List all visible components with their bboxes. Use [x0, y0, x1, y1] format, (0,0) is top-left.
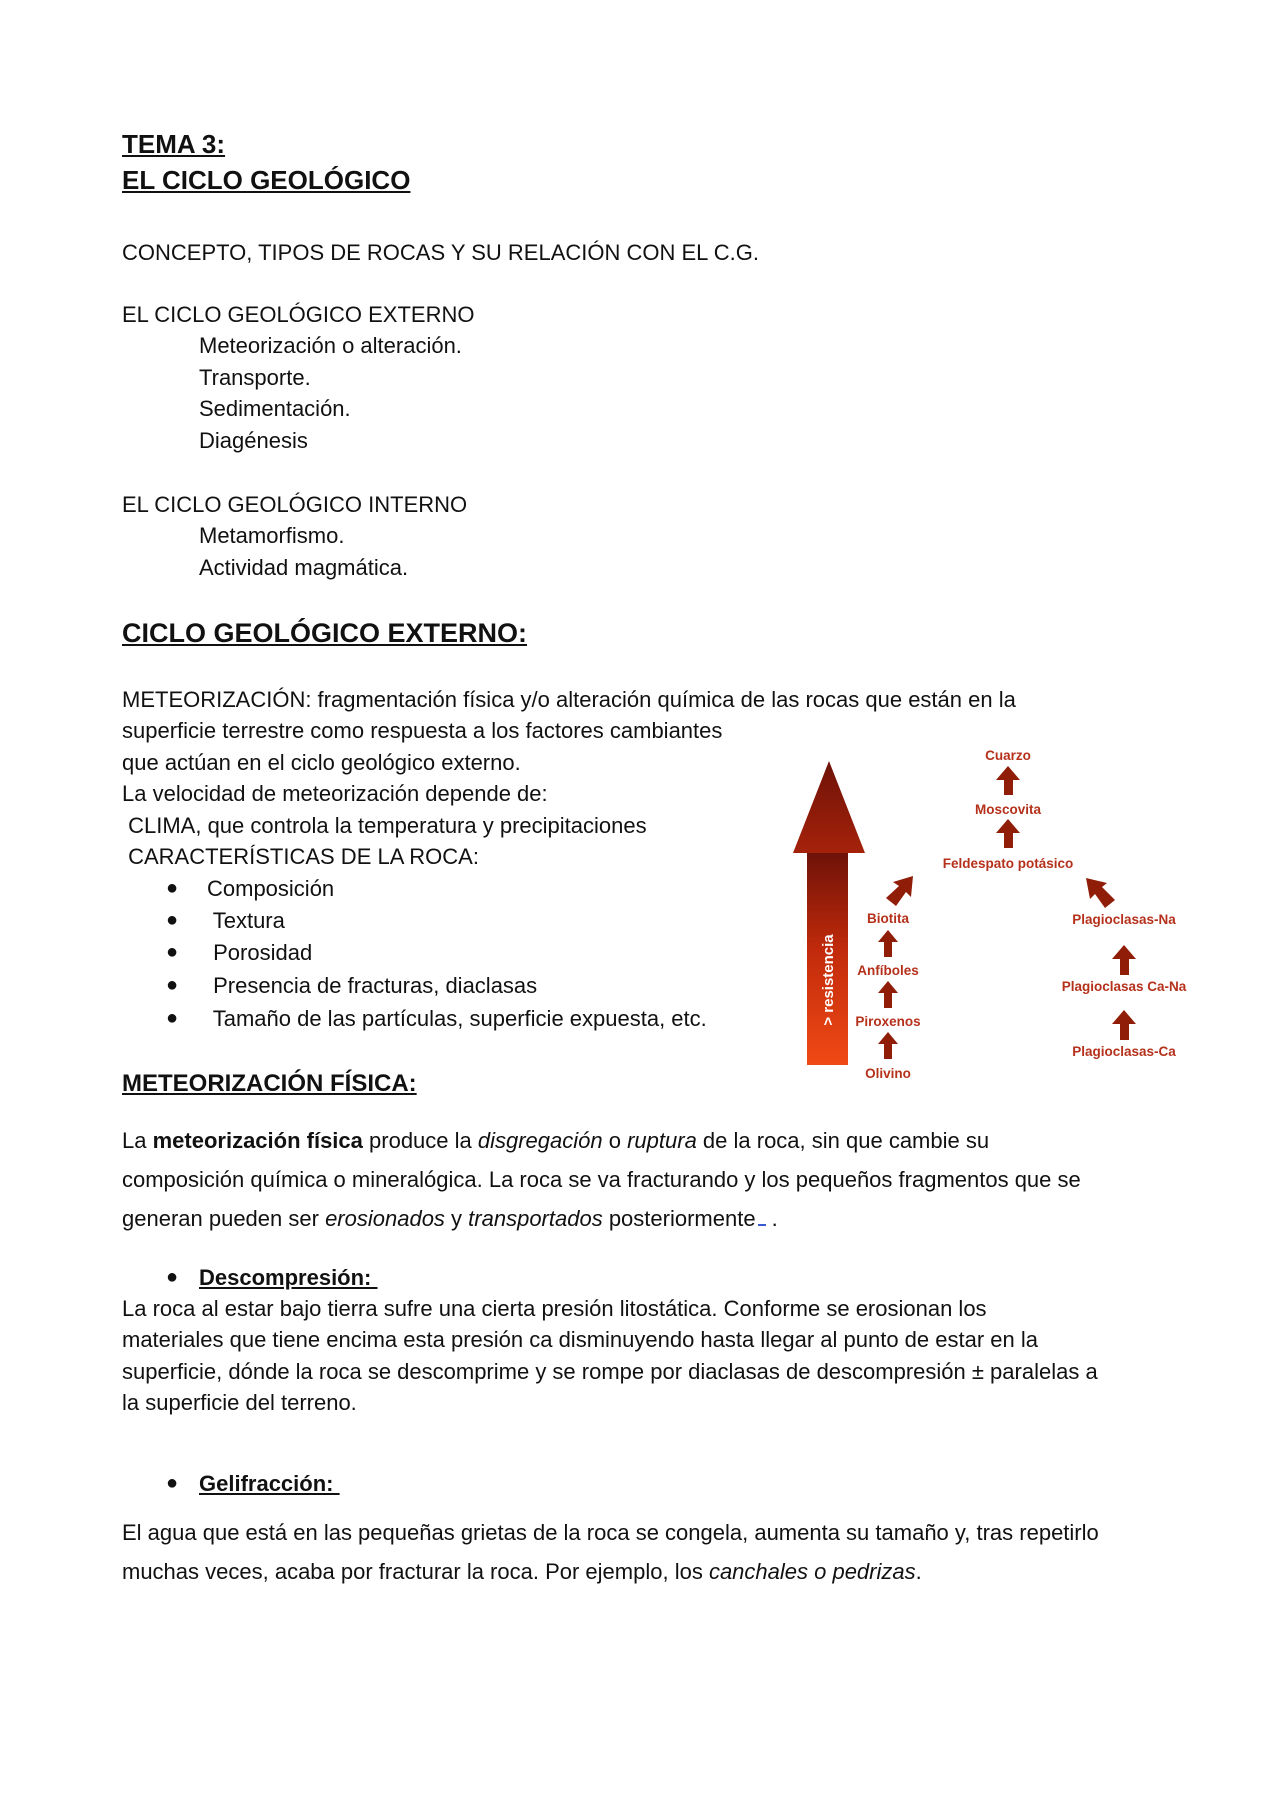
body-line: METEORIZACIÓN: fragmentación física y/o alteración química de las rocas que están en la	[122, 687, 1016, 712]
text-run: .	[915, 1559, 922, 1584]
arrow-up-icon	[996, 819, 1020, 848]
mineral-label: Cuarzo	[985, 748, 1031, 763]
arrow-up-icon	[1112, 945, 1136, 975]
arrow-diagonal-icon	[886, 876, 913, 906]
bullet-glyph: ●	[166, 877, 179, 899]
text-run: posteriormente	[602, 1206, 756, 1231]
bullet-glyph: ●	[166, 941, 179, 963]
bullet-item: Tamaño de las partículas, superficie expuesta, etc.	[207, 1006, 707, 1031]
arrow-diagonal-icon	[1086, 878, 1115, 908]
section-physical-heading: METEORIZACIÓN FÍSICA:	[122, 1070, 417, 1097]
physical-paragraph-line	[122, 1203, 778, 1234]
body-line: CARACTERÍSTICAS DE LA ROCA:	[122, 844, 479, 869]
text-run: y	[444, 1206, 469, 1231]
bullet-item: Composición	[207, 876, 335, 901]
topic-title-heading: EL CICLO GEOLÓGICO	[122, 165, 411, 195]
body-line: CLIMA, que controla la temperatura y precipitaciones	[122, 813, 647, 838]
outline-internal-item: Metamorfismo.	[199, 523, 345, 548]
body-line: que actúan en el ciclo geológico externo.	[122, 750, 521, 775]
text-run-italic: disgregación	[477, 1128, 603, 1153]
outline-concept: CONCEPTO, TIPOS DE ROCAS Y SU RELACIÓN CON EL C.G.	[122, 240, 759, 265]
text-run: .	[765, 1206, 778, 1231]
outline-external-item: Sedimentación.	[199, 396, 351, 421]
gelifraction-line: El agua que está en las pequeñas grietas de la roca se congela, aumenta su tamaño y, tras repetirlo	[122, 1520, 1099, 1545]
bullet-item: Porosidad	[207, 940, 313, 965]
decompression-heading: Descompresión:	[199, 1265, 378, 1290]
outline-external-title: EL CICLO GEOLÓGICO EXTERNO	[122, 302, 475, 327]
physical-paragraph-line	[122, 1125, 989, 1156]
mineral-label: Feldespato potásico	[942, 856, 1074, 871]
decompression-line: materiales que tiene encima esta presión ca disminuyendo hasta llegar al punto de estar en la	[122, 1327, 1038, 1352]
section-external-heading: CICLO GEOLÓGICO EXTERNO:	[122, 618, 528, 648]
bullet-item: Textura	[207, 908, 285, 933]
mineral-label: Plagioclasas Ca-Na	[1061, 979, 1187, 994]
mineral-labels	[855, 748, 1186, 1081]
text-run-italic: canchales o pedrizas	[708, 1559, 916, 1584]
text-run-italic: transportados	[468, 1206, 603, 1231]
gelifraction-heading: Gelifracción:	[199, 1471, 340, 1496]
outline-external-item: Meteorización o alteración.	[199, 333, 462, 358]
text-run: La	[122, 1128, 153, 1153]
text-run: de la roca, sin que cambie su	[696, 1128, 990, 1153]
physical-paragraph-line: composición química o mineralógica. La roca se va fracturando y los pequeños fragmentos que se	[122, 1167, 1081, 1192]
text-run: generan pueden ser	[122, 1206, 326, 1231]
mineral-label: Biotita	[867, 911, 909, 926]
resistance-axis-label: > resistencia	[820, 934, 837, 1026]
decompression-line: La roca al estar bajo tierra sufre una cierta presión litostática. Conforme se erosionan los	[122, 1296, 987, 1321]
mineral-label: Moscovita	[974, 802, 1042, 817]
bullet-item: Presencia de fracturas, diaclasas	[207, 973, 538, 998]
outline-internal-title: EL CICLO GEOLÓGICO INTERNO	[122, 492, 468, 517]
text-run: o	[602, 1128, 628, 1153]
arrow-up-icon	[1112, 1010, 1136, 1040]
bullet-glyph: ●	[166, 1266, 179, 1288]
bullet-glyph: ●	[166, 1007, 179, 1029]
bullet-glyph: ●	[166, 1472, 179, 1494]
right-branch-arrows	[1086, 878, 1136, 1040]
text-run: produce la	[362, 1128, 478, 1153]
arrow-up-icon	[878, 1032, 898, 1059]
topic-number-heading: TEMA 3:	[122, 129, 226, 159]
mineral-label: Anfíboles	[857, 963, 919, 978]
outline-internal-item: Actividad magmática.	[199, 555, 409, 580]
arrow-up-icon	[878, 930, 898, 957]
arrow-up-icon	[996, 766, 1020, 795]
mineral-label: Piroxenos	[855, 1014, 921, 1029]
body-line: La velocidad de meteorización depende de:	[122, 781, 548, 806]
bullet-glyph: ●	[166, 974, 179, 996]
body-line: superficie terrestre como respuesta a los factores cambiantes	[122, 718, 723, 743]
outline-external-item: Diagénesis	[199, 428, 308, 453]
text-run: muchas veces, acaba por fracturar la roca. Por ejemplo, los	[122, 1559, 709, 1584]
decompression-line: la superficie del terreno.	[122, 1390, 357, 1415]
mineral-label: Plagioclasas-Ca	[1072, 1044, 1176, 1059]
mineral-label: Plagioclasas-Na	[1072, 912, 1176, 927]
weathering-resistance-diagram	[780, 735, 1220, 1100]
gelifraction-line	[122, 1556, 922, 1587]
arrow-up-icon	[878, 981, 898, 1008]
bullet-glyph: ●	[166, 909, 179, 931]
decompression-line: superficie, dónde la roca se descomprime y se rompe por diaclasas de descompresión ± paralelas a	[122, 1359, 1098, 1384]
text-run-italic: erosionados	[325, 1206, 445, 1231]
text-run-bold: meteorización física	[152, 1128, 363, 1153]
outline-external-item: Transporte.	[199, 365, 311, 390]
text-run-italic: ruptura	[627, 1128, 697, 1153]
footnote-marker[interactable]	[758, 1214, 766, 1226]
mineral-label: Olivino	[865, 1066, 911, 1081]
